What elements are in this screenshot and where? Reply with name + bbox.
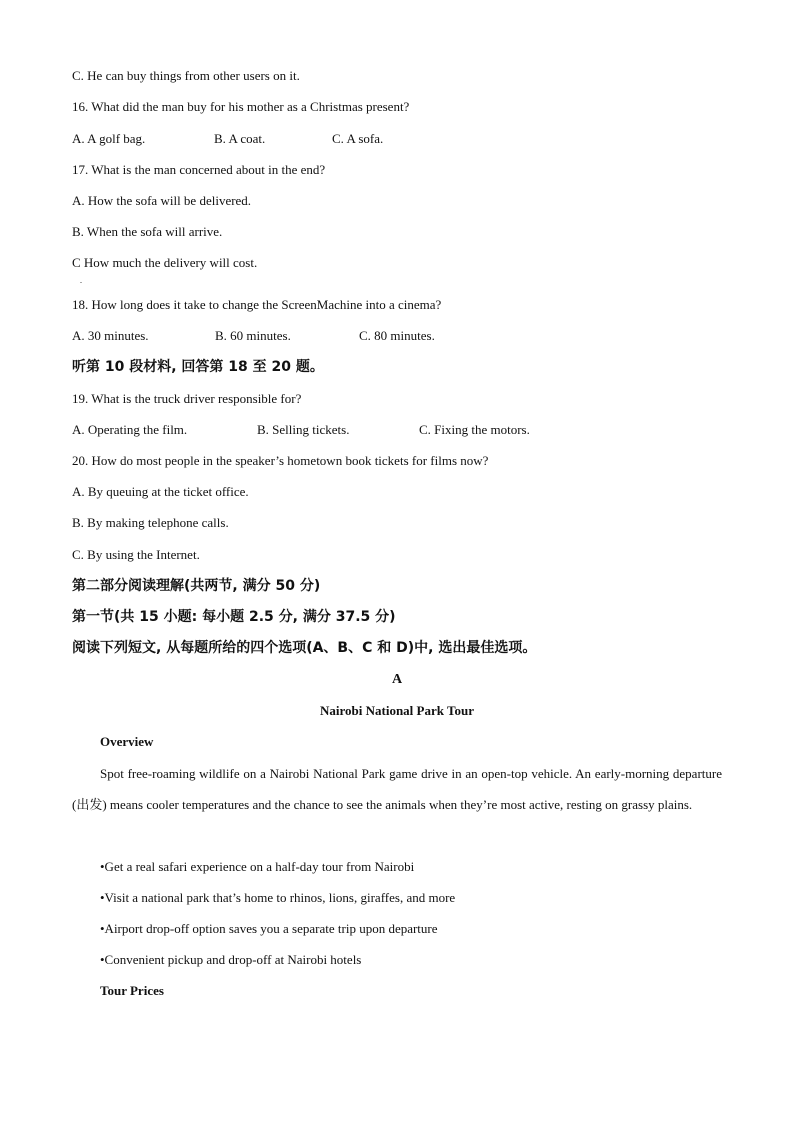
q20-question: 20. How do most people in the speaker’s hometown book tickets for films now? <box>72 453 489 468</box>
q18-option-b: B. 60 minutes. <box>215 328 291 343</box>
bullet-item: •Airport drop-off option saves you a separate trip upon departure <box>100 921 438 936</box>
passage-letter: A <box>391 672 403 687</box>
bullet-item: •Visit a national park that’s home to rhinos, lions, giraffes, and more <box>100 890 456 905</box>
q17-option-a: A. How the sofa will be delivered. <box>72 193 252 208</box>
q20-option-c: C. By using the Internet. <box>72 547 200 562</box>
q16-option-a: A. A golf bag. <box>72 131 146 146</box>
q19-option-a: A. Operating the film. <box>72 422 188 437</box>
reading-instruction: 阅读下列短文, 从每题所给的四个选项(A、B、C 和 D)中, 选出最佳选项。 <box>72 640 537 656</box>
q17-option-c: C How much the delivery will cost. <box>72 255 258 270</box>
q17-question: 17. What is the man concerned about in the end? <box>72 162 326 177</box>
q16-option-c: C. A sofa. <box>332 131 384 146</box>
section10-instruction: 听第 10 段材料, 回答第 18 至 20 题。 <box>72 359 324 375</box>
reading-section-title: 第一节(共 15 小题: 每小题 2.5 分, 满分 37.5 分) <box>72 609 396 625</box>
q19-option-c: C. Fixing the motors. <box>419 422 530 437</box>
q19-question: 19. What is the truck driver responsible for? <box>72 391 302 406</box>
q18-question: 18. How long does it take to change the ScreenMachine into a cinema? <box>72 297 442 312</box>
bullet-item: •Convenient pickup and drop-off at Nairobi hotels <box>100 952 362 967</box>
q16-option-b: B. A coat. <box>214 131 266 146</box>
reading-part-title: 第二部分阅读理解(共两节, 满分 50 分) <box>72 578 321 594</box>
q18-option-c: C. 80 minutes. <box>359 328 435 343</box>
overview-paragraph: Spot free-roaming wildlife on a Nairobi National Park game drive in an open-top vehicle. An early-morning departure (出发) means cooler temperatures and the chance to see the animals when they’re most active, resting on grassy plains. <box>72 766 722 812</box>
bullet-item: •Get a real safari experience on a half-day tour from Nairobi <box>100 859 415 874</box>
q17-option-c-dot: . <box>80 276 82 285</box>
q16-question: 16. What did the man buy for his mother as a Christmas present? <box>72 99 410 114</box>
q18-option-a: A. 30 minutes. <box>72 328 149 343</box>
q15-option-c: C. He can buy things from other users on it. <box>72 68 300 83</box>
q20-option-a: A. By queuing at the ticket office. <box>72 484 249 499</box>
prices-heading: Tour Prices <box>100 983 164 998</box>
q17-option-b: B. When the sofa will arrive. <box>72 224 223 239</box>
passage-title: Nairobi National Park Tour <box>320 703 474 718</box>
q20-option-b: B. By making telephone calls. <box>72 515 229 530</box>
overview-heading: Overview <box>100 734 154 749</box>
q19-option-b: B. Selling tickets. <box>257 422 350 437</box>
